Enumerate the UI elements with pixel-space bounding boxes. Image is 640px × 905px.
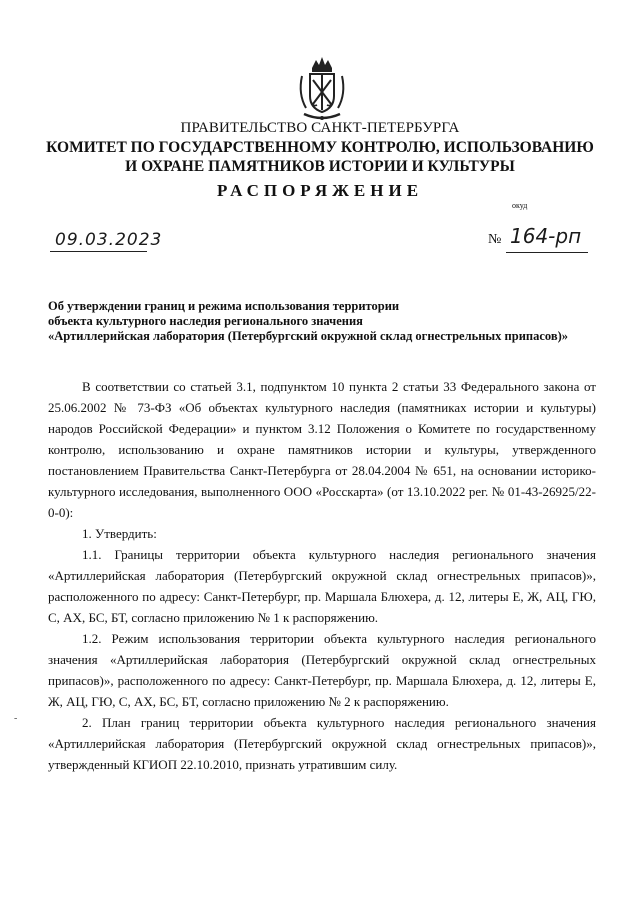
number-sign: № [488,232,502,247]
preamble-paragraph: В соответствии со статьей 3.1, подпунктом 10 пункта 2 статьи 33 Федерального закона от 25.06.2002 № 73-ФЗ «Об объектах культурного наследия (памятниках истории и культуры) народов Российской Федерации» и пунктом 3.12 Положения о Комитете по государственному контролю, использованию и охране памятников истории и культуры, утвержденного постановлением Правительства Санкт-Петербурга от 28.04.2004 № 651, на основании историко-культурного исследования, выполненного ООО «Росскарта» (от 13.10.2022 рег. № 01-43-26925/22-0-0): [48,379,596,520]
item-1-paragraph: 1. Утвердить: [82,526,157,541]
committee-name-line-1: КОМИТЕТ ПО ГОСУДАРСТВЕННОМУ КОНТРОЛЮ, ИСПОЛЬЗОВАНИЮ [46,139,594,156]
document-subject [48,299,568,344]
subject-line-3: «Артиллерийская лаборатория (Петербургский окружной склад огнестрельных припасов)» [48,329,569,343]
date-underline [50,251,147,252]
number-underline [506,252,588,253]
handwritten-date: 09.03.2023 [55,230,163,250]
committee-name-line-2: И ОХРАНЕ ПАМЯТНИКОВ ИСТОРИИ И КУЛЬТУРЫ [125,158,515,175]
government-name: ПРАВИТЕЛЬСТВО САНКТ-ПЕТЕРБУРГА [180,120,460,136]
subject-line-2: объекта культурного наследия регионального значения [48,314,363,328]
coat-of-arms-emblem [292,54,352,124]
item-1-1-paragraph: 1.1. Границы территории объекта культурного наследия регионального значения «Артиллерийская лаборатория (Петербургский окружной склад огнестрельных припасов)», расположенного по адресу: Санкт-Петербург, пр. Маршала Блюхера, д. 12, литеры Е, Ж, АЦ, ГЮ, С, АХ, БС, БТ, согласно приложению № 1 к распоряжению. [48,547,596,625]
subject-line-1: Об утверждении границ и режима использования территории [48,299,400,313]
handwritten-document-number: 164-рп [510,224,582,248]
item-1-2-paragraph: 1.2. Режим использования территории объекта культурного наследия регионального значения «Артиллерийская лаборатория (Петербургский окружной склад огнестрельных припасов)», расположенного по адресу: Санкт-Петербург, пр. Маршала Блюхера, д. 12, литеры Е, Ж, АЦ, ГЮ, С, АХ, БС, БТ, согласно приложению № 2 к распоряжению. [48,631,596,709]
margin-mark: - [14,713,18,724]
document-type-heading: РАСПОРЯЖЕНИЕ [216,181,424,200]
item-2-paragraph: 2. План границ территории объекта культурного наследия регионального значения «Артиллерийская лаборатория (Петербургский окружной склад огнестрельных припасов)», утвержденный КГИОП 22.10.2010, признать утратившим силу. [48,715,596,772]
okud-label: окуд [512,201,528,210]
committee-name [0,138,640,176]
document-body [48,376,596,775]
